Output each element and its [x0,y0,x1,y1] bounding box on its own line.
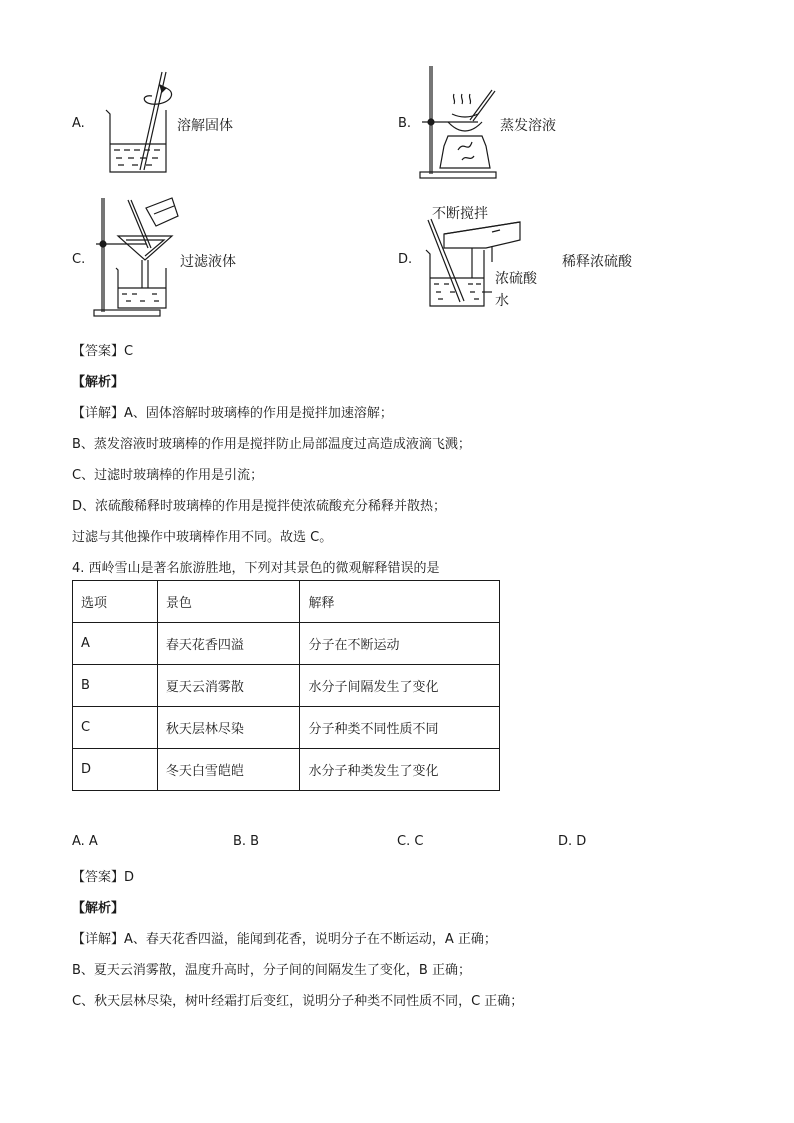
table-cell: A [73,623,158,665]
q4-table [72,580,500,791]
table-cell: 夏天云消雾散 [157,665,300,707]
table-cell: B [73,665,158,707]
table-cell: 分子种类不同性质不同 [300,707,500,749]
q3-analysis-line: 过滤与其他操作中玻璃棒作用不同。故选 C。 [72,530,333,545]
figure-c-label: 过滤液体 [180,254,236,270]
choice-a: A. A [72,834,98,849]
evaporation-setup-figure [418,64,508,182]
figure-b-label: 蒸发溶液 [500,118,556,134]
figure-d-note-acid: 浓硫酸 [495,271,537,287]
filtration-setup-figure [92,196,182,322]
acid-dilution-figure [424,210,544,320]
q4-question: 4. 西岭雪山是著名旅游胜地，下列对其景色的微观解释错误的是 [72,561,440,576]
q3-analysis-line: B、蒸发溶液时玻璃棒的作用是搅拌防止局部温度过高造成液滴飞溅； [72,437,471,452]
table-header-row [73,581,500,623]
figure-d-label: 稀释浓硫酸 [562,254,632,270]
table-cell: 分子在不断运动 [300,623,500,665]
table-header-cell: 景色 [157,581,300,623]
table-row [73,749,500,791]
q4-analysis-line: B、夏天云消雾散，温度升高时，分子间的间隔发生了变化，B 正确； [72,963,471,978]
figure-a-label: 溶解固体 [177,118,233,134]
choice-d: D. D [558,834,587,849]
q3-analysis-line: 【详解】A、固体溶解时玻璃棒的作用是搅拌加速溶解； [72,406,393,421]
table-cell: C [73,707,158,749]
q4-analysis-line: C、秋天层林尽染，树叶经霜打后变红，说明分子种类不同性质不同，C 正确； [72,994,524,1009]
figure-d-note-stir: 不断搅拌 [432,206,488,222]
choice-c: C. C [397,834,424,849]
table-cell: 水分子间隔发生了变化 [300,665,500,707]
table-row [73,665,500,707]
q3-analysis-title: 【解析】 [72,375,125,390]
figure-d-note-water: 水 [495,293,509,309]
option-c-letter: C. [72,252,86,267]
table-row [73,707,500,749]
table-cell: 秋天层林尽染 [157,707,300,749]
option-b-letter: B. [398,116,412,131]
q4-answer: 【答案】D [72,870,135,885]
q3-analysis-line: C、过滤时玻璃棒的作用是引流； [72,468,264,483]
q3-analysis-line: D、浓硫酸稀释时玻璃棒的作用是搅拌使浓硫酸充分稀释并散热； [72,499,447,514]
option-a-letter: A. [72,116,85,131]
q4-analysis-line: 【详解】A、春天花香四溢，能闻到花香，说明分子在不断运动，A 正确； [72,932,497,947]
table-row [73,623,500,665]
q3-answer: 【答案】C [72,344,134,359]
table-header-cell: 选项 [73,581,158,623]
choice-b: B. B [233,834,260,849]
beaker-stirring-figure [100,68,180,178]
table-cell: D [73,749,158,791]
q4-analysis-title: 【解析】 [72,901,125,916]
table-cell: 冬天白雪皑皑 [157,749,300,791]
table-cell: 水分子种类发生了变化 [300,749,500,791]
option-d-letter: D. [398,252,413,267]
table-cell: 春天花香四溢 [157,623,300,665]
table-header-cell: 解释 [300,581,500,623]
